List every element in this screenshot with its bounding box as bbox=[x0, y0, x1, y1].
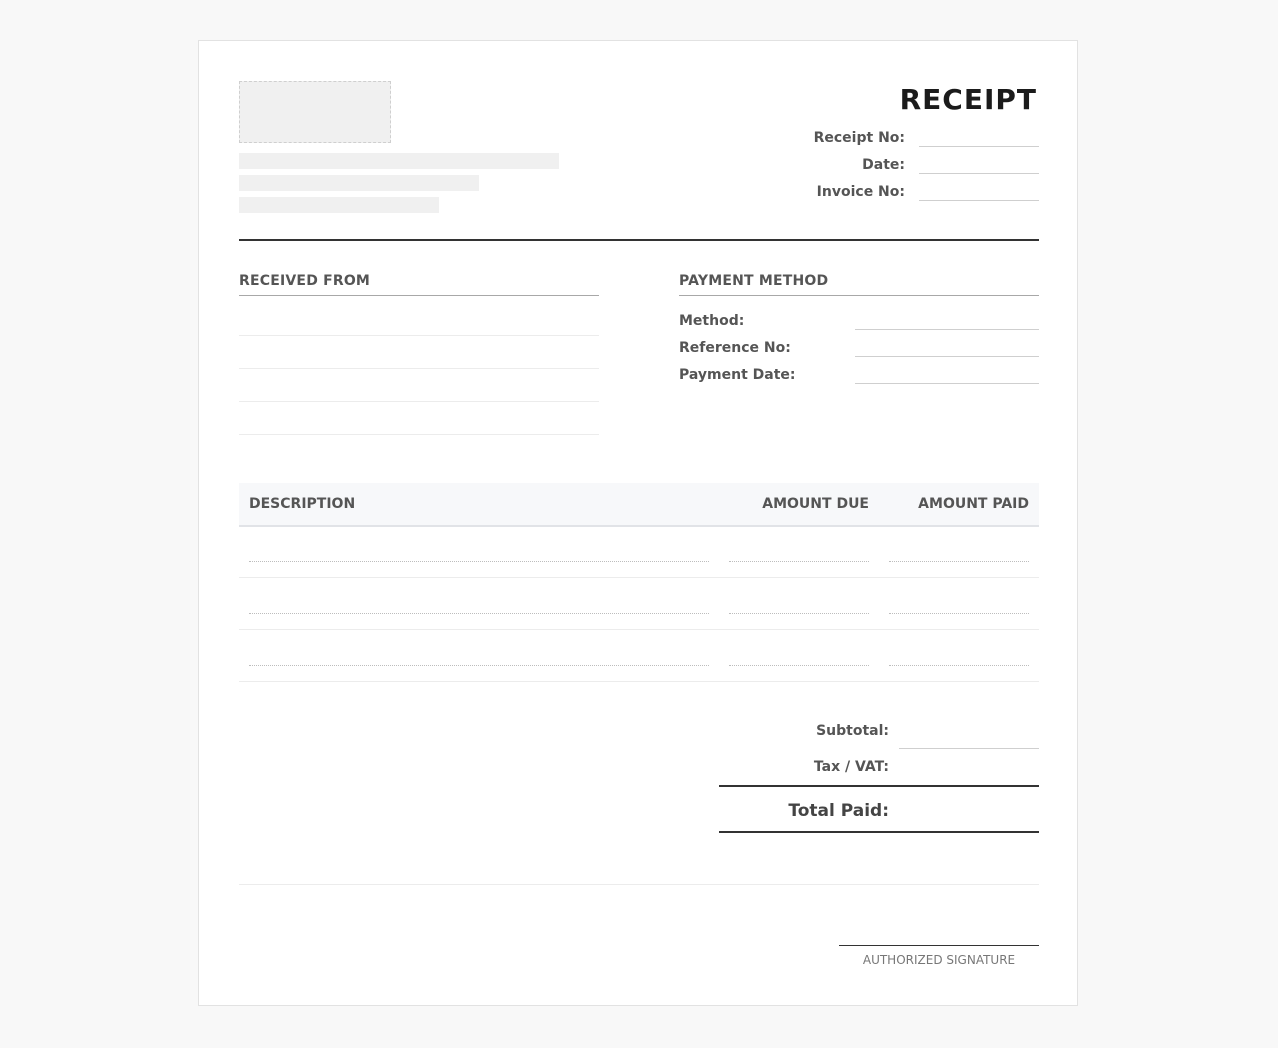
company-name-placeholder bbox=[239, 153, 559, 169]
row-amount-paid-field[interactable] bbox=[889, 561, 1029, 562]
row-description-field[interactable] bbox=[249, 665, 709, 666]
row-amount-due-field[interactable] bbox=[729, 665, 869, 666]
received-from-line[interactable] bbox=[239, 368, 599, 369]
footer-divider bbox=[239, 884, 1039, 885]
total-paid-label: Total Paid: bbox=[788, 801, 889, 821]
date-label: Date: bbox=[862, 157, 905, 173]
company-contact-placeholder bbox=[239, 197, 439, 213]
received-from-title: RECEIVED FROM bbox=[239, 273, 371, 289]
header-divider bbox=[239, 239, 1039, 241]
company-address-placeholder bbox=[239, 175, 479, 191]
row-description-field[interactable] bbox=[249, 561, 709, 562]
date-field[interactable] bbox=[919, 173, 1039, 174]
subtotal-field[interactable] bbox=[899, 748, 1039, 749]
invoice-no-field[interactable] bbox=[919, 200, 1039, 201]
received-from-line[interactable] bbox=[239, 335, 599, 336]
row-amount-due-field[interactable] bbox=[729, 613, 869, 614]
table-row bbox=[239, 629, 1039, 630]
subtotal-label: Subtotal: bbox=[816, 723, 889, 739]
payment-date-label: Payment Date: bbox=[679, 367, 796, 383]
table-row bbox=[239, 681, 1039, 682]
invoice-no-label: Invoice No: bbox=[816, 184, 905, 200]
signature-line[interactable] bbox=[839, 945, 1039, 946]
signature-label: AUTHORIZED SIGNATURE bbox=[862, 953, 1016, 967]
received-from-line[interactable] bbox=[239, 434, 599, 435]
row-amount-paid-field[interactable] bbox=[889, 665, 1029, 666]
description-column-header: DESCRIPTION bbox=[249, 496, 356, 512]
tax-label: Tax / VAT: bbox=[813, 759, 889, 775]
received-from-underline bbox=[239, 295, 599, 296]
amount-due-column-header: AMOUNT DUE bbox=[762, 496, 869, 512]
payment-date-field[interactable] bbox=[855, 383, 1039, 384]
payment-method-title: PAYMENT METHOD bbox=[679, 273, 829, 289]
receipt-title: RECEIPT bbox=[899, 83, 1037, 116]
receipt-no-label: Receipt No: bbox=[813, 130, 905, 146]
logo-placeholder bbox=[239, 81, 391, 143]
reference-no-label: Reference No: bbox=[679, 340, 791, 356]
total-underline bbox=[719, 831, 1039, 833]
amount-paid-column-header: AMOUNT PAID bbox=[918, 496, 1029, 512]
received-from-line[interactable] bbox=[239, 401, 599, 402]
receipt-no-field[interactable] bbox=[919, 146, 1039, 147]
method-label: Method: bbox=[679, 313, 745, 329]
row-description-field[interactable] bbox=[249, 613, 709, 614]
payment-method-underline bbox=[679, 295, 1039, 296]
receipt-page bbox=[198, 40, 1078, 1006]
reference-no-field[interactable] bbox=[855, 356, 1039, 357]
summary-divider bbox=[719, 785, 1039, 787]
table-header bbox=[239, 483, 1039, 527]
method-field[interactable] bbox=[855, 329, 1039, 330]
row-amount-due-field[interactable] bbox=[729, 561, 869, 562]
table-row bbox=[239, 577, 1039, 578]
row-amount-paid-field[interactable] bbox=[889, 613, 1029, 614]
